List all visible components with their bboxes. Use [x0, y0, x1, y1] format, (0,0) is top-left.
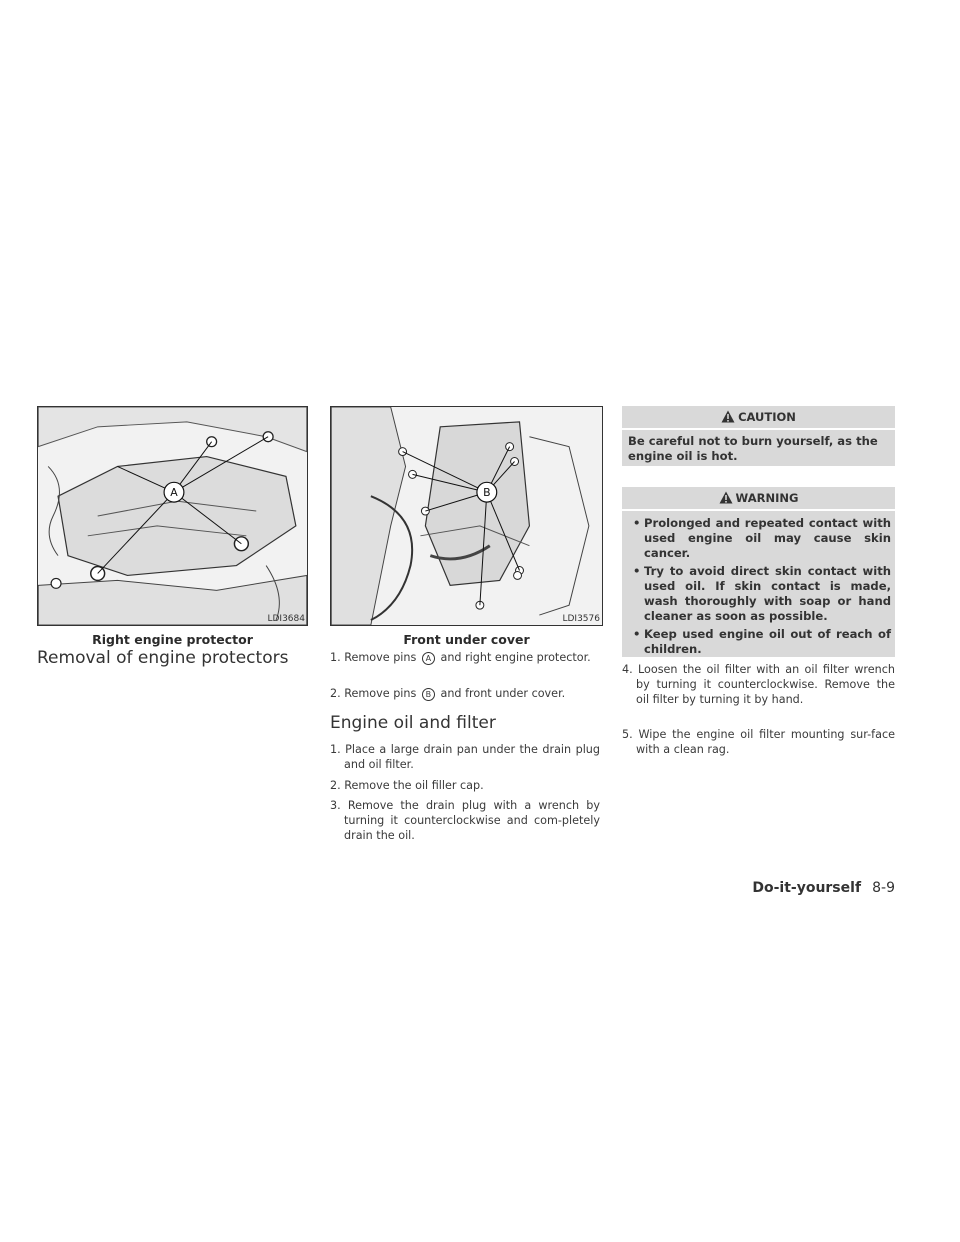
bullet-icon: • [633, 627, 641, 641]
step-number: 2. [330, 687, 341, 700]
section-heading-removal: Removal of engine protectors [37, 648, 289, 668]
bullet-icon: • [633, 516, 641, 530]
warning-body [622, 511, 895, 657]
footer-section-title: Do-it-yourself [752, 880, 862, 896]
engine-protector-illustration [38, 407, 307, 625]
warning-item [622, 627, 895, 657]
warning-item-text: Keep used engine oil out of reach of children. [644, 627, 891, 656]
figure-caption: Front under cover [403, 632, 530, 647]
warning-triangle-icon [719, 491, 733, 504]
page-footer [752, 877, 895, 896]
caution-body [622, 430, 895, 466]
footer-page-number: 8-9 [872, 880, 895, 896]
figure-caption: Right engine protector [92, 632, 253, 647]
figure-callout-label: B [483, 486, 491, 500]
warning-header [622, 487, 895, 509]
figure-code: LDI3576 [562, 614, 600, 624]
warning-item [622, 516, 895, 561]
step-text: Remove pins [344, 651, 417, 664]
step-remove-filler-cap: 2. Remove the oil filler cap. [330, 779, 484, 792]
figure-callout-label: A [170, 486, 178, 500]
step-remove-drain-plug: 3. Remove the drain plug with a wrench by turning it counterclockwise and com-pletely drain the oil. [330, 799, 600, 842]
step-text: and right engine protector. [440, 651, 591, 664]
figure-right-engine-protector [37, 406, 308, 626]
caution-warning-icon [721, 410, 735, 423]
step-wipe-mounting-surface: 5. Wipe the engine oil filter mounting sur-face with a clean rag. [622, 728, 895, 756]
figure-code: LDI3684 [267, 614, 305, 624]
caution-header [622, 406, 895, 428]
caution-label: CAUTION [738, 410, 796, 424]
caution-text: Be careful not to burn yourself, as the engine oil is hot. [628, 434, 878, 463]
step-text: and front under cover. [440, 687, 566, 700]
warning-item-text: Try to avoid direct skin contact with used oil. If skin contact is made, wash thoroughly with soap or hand cleaner as soon as possible. [644, 564, 891, 623]
step-remove-pins-a [330, 650, 600, 665]
step-loosen-oil-filter: 4. Loosen the oil filter with an oil filter wrench by turning it counterclockwise. Remove the oil filter by turning it by hand. [622, 663, 895, 706]
under-cover-illustration [331, 407, 602, 625]
step-text: Remove pins [344, 687, 417, 700]
warning-item-text: Prolonged and repeated contact with used engine oil may cause skin cancer. [644, 516, 891, 560]
section-heading-engine-oil: Engine oil and filter [330, 713, 496, 733]
step-place-drain-pan: 1. Place a large drain pan under the drain plug and oil filter. [330, 743, 600, 771]
warning-item [622, 564, 895, 624]
callout-b-icon: B [422, 688, 435, 701]
step-number: 1. [330, 651, 341, 664]
step-remove-pins-b [330, 686, 600, 701]
bullet-icon: • [633, 564, 641, 578]
warning-label: WARNING [735, 491, 799, 505]
figure-front-under-cover [330, 406, 603, 626]
callout-a-icon: A [422, 652, 435, 665]
